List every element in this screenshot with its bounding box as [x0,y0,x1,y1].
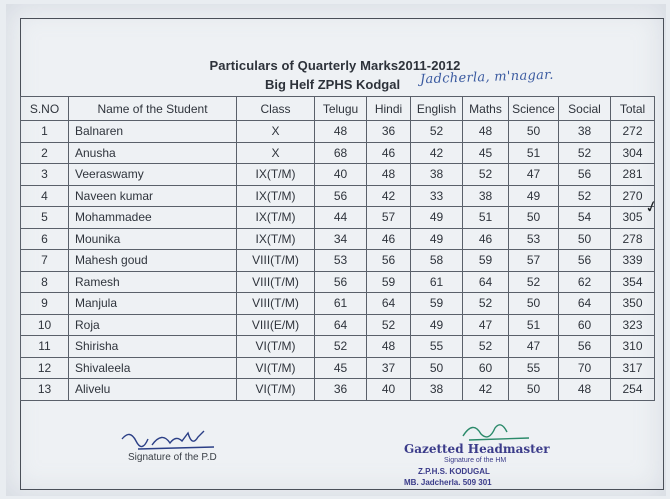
cell-total: 254 [611,379,655,401]
cell-name: Mounika [69,228,237,250]
cell-social: 60 [559,314,611,336]
header-english: English [411,97,463,121]
cell-total: 317 [611,357,655,379]
cell-telugu: 56 [315,271,367,293]
cell-telugu: 64 [315,314,367,336]
table-header-row [21,97,655,121]
table-row [21,336,655,358]
cell-hindi: 40 [367,379,411,401]
header-social: Social [559,97,611,121]
handwritten-location-note: Jadcherla, m'nagar. [419,67,554,88]
cell-class: VI(T/M) [237,336,315,358]
cell-sno: 12 [21,357,69,379]
cell-class: VIII(E/M) [237,314,315,336]
cell-telugu: 44 [315,207,367,229]
cell-sno: 9 [21,293,69,315]
cell-science: 55 [509,357,559,379]
cell-science: 50 [509,293,559,315]
cell-class: X [237,142,315,164]
cell-total: 304 [611,142,655,164]
cell-telugu: 61 [315,293,367,315]
cell-maths: 42 [463,379,509,401]
marks-table [20,96,655,401]
cell-english: 55 [411,336,463,358]
cell-english: 52 [411,121,463,143]
cell-science: 47 [509,336,559,358]
cell-total: 310 [611,336,655,358]
cell-telugu: 45 [315,357,367,379]
cell-name: Roja [69,314,237,336]
cell-sno: 5 [21,207,69,229]
table-row [21,250,655,272]
cell-class: IX(T/M) [237,164,315,186]
cell-science: 57 [509,250,559,272]
cell-total: 305 [611,207,655,229]
cell-class: VI(T/M) [237,379,315,401]
cell-english: 61 [411,271,463,293]
cell-hindi: 64 [367,293,411,315]
cell-total: 278 [611,228,655,250]
cell-class: VIII(T/M) [237,250,315,272]
cell-sno: 3 [21,164,69,186]
cell-english: 58 [411,250,463,272]
cell-telugu: 68 [315,142,367,164]
cell-maths: 52 [463,336,509,358]
cell-class: IX(T/M) [237,207,315,229]
cell-total: 339 [611,250,655,272]
cell-class: IX(T/M) [237,228,315,250]
cell-name: Ramesh [69,271,237,293]
cell-social: 38 [559,121,611,143]
cell-maths: 38 [463,185,509,207]
cell-science: 51 [509,142,559,164]
cell-english: 33 [411,185,463,207]
table-row [21,314,655,336]
school-name: Big Helf ZPHS Kodgal [265,77,401,92]
cell-hindi: 59 [367,271,411,293]
cell-social: 50 [559,228,611,250]
table-row [21,185,655,207]
table-row [21,228,655,250]
cell-sno: 1 [21,121,69,143]
cell-science: 50 [509,379,559,401]
cell-hindi: 48 [367,336,411,358]
cell-sno: 6 [21,228,69,250]
cell-sno: 2 [21,142,69,164]
pd-signature-scribble-icon [118,425,228,455]
cell-sno: 4 [21,185,69,207]
document-title: Particulars of Quarterly Marks2011-2012 [209,58,461,73]
cell-social: 62 [559,271,611,293]
table-row [21,164,655,186]
cell-social: 52 [559,142,611,164]
cell-hindi: 36 [367,121,411,143]
cell-english: 38 [411,164,463,186]
cell-science: 50 [509,121,559,143]
cell-social: 70 [559,357,611,379]
cell-hindi: 56 [367,250,411,272]
cell-maths: 59 [463,250,509,272]
cell-maths: 48 [463,121,509,143]
cell-name: Veeraswamy [69,164,237,186]
cell-name: Mahesh goud [69,250,237,272]
cell-name: Shivaleela [69,357,237,379]
stamp-school: Z.P.H.S. KODUGAL [418,467,490,476]
cell-english: 49 [411,207,463,229]
cell-class: IX(T/M) [237,185,315,207]
cell-social: 56 [559,164,611,186]
cell-sno: 10 [21,314,69,336]
table-row [21,142,655,164]
cell-maths: 46 [463,228,509,250]
cell-social: 56 [559,336,611,358]
cell-maths: 51 [463,207,509,229]
cell-english: 38 [411,379,463,401]
cell-total: 281 [611,164,655,186]
cell-hindi: 46 [367,228,411,250]
cell-name: Anusha [69,142,237,164]
cell-telugu: 56 [315,185,367,207]
cell-name: Manjula [69,293,237,315]
cell-hindi: 37 [367,357,411,379]
cell-science: 52 [509,271,559,293]
cell-class: X [237,121,315,143]
cell-class: VIII(T/M) [237,293,315,315]
cell-telugu: 34 [315,228,367,250]
cell-telugu: 52 [315,336,367,358]
cell-science: 47 [509,164,559,186]
headmaster-stamp [404,444,554,488]
cell-english: 50 [411,357,463,379]
table-row [21,271,655,293]
stamp-address: MB. Jadcherla. 509 301 [404,478,492,487]
cell-science: 51 [509,314,559,336]
cell-sno: 8 [21,271,69,293]
cell-maths: 47 [463,314,509,336]
cell-hindi: 57 [367,207,411,229]
stamp-caption: Signature of the HM [444,457,507,464]
cell-hindi: 46 [367,142,411,164]
header-total: Total [611,97,655,121]
cell-science: 50 [509,207,559,229]
cell-english: 49 [411,228,463,250]
cell-telugu: 48 [315,121,367,143]
cell-social: 54 [559,207,611,229]
cell-science: 49 [509,185,559,207]
cell-class: VI(T/M) [237,357,315,379]
cell-class: VIII(T/M) [237,271,315,293]
header-telugu: Telugu [315,97,367,121]
cell-hindi: 52 [367,314,411,336]
table-row [21,293,655,315]
cell-maths: 52 [463,164,509,186]
cell-telugu: 53 [315,250,367,272]
cell-hindi: 48 [367,164,411,186]
table-row [21,207,655,229]
header-maths: Maths [463,97,509,121]
cell-maths: 60 [463,357,509,379]
header-class: Class [237,97,315,121]
cell-social: 48 [559,379,611,401]
cell-english: 49 [411,314,463,336]
cell-name: Shirisha [69,336,237,358]
cell-english: 42 [411,142,463,164]
cell-total: 350 [611,293,655,315]
cell-telugu: 36 [315,379,367,401]
cell-name: Mohammadee [69,207,237,229]
cell-sno: 13 [21,379,69,401]
table-row [21,379,655,401]
cell-name: Balnaren [69,121,237,143]
header-science: Science [509,97,559,121]
cell-maths: 64 [463,271,509,293]
cell-name: Alivelu [69,379,237,401]
cell-telugu: 40 [315,164,367,186]
cell-total: 272 [611,121,655,143]
header-sno: S.NO [21,97,69,121]
cell-hindi: 42 [367,185,411,207]
cell-english: 59 [411,293,463,315]
cell-sno: 7 [21,250,69,272]
cell-maths: 45 [463,142,509,164]
pd-signature-label: Signature of the P.D [128,452,217,463]
table-row [21,121,655,143]
cell-total: 323 [611,314,655,336]
cell-maths: 52 [463,293,509,315]
cell-social: 64 [559,293,611,315]
cell-science: 53 [509,228,559,250]
table-row [21,357,655,379]
cell-social: 52 [559,185,611,207]
header-name: Name of the Student [69,97,237,121]
stamp-title: Gazetted Headmaster [404,442,550,456]
cell-total: 354 [611,271,655,293]
header-hindi: Hindi [367,97,411,121]
cell-sno: 11 [21,336,69,358]
cell-total: 270 [611,185,655,207]
cell-social: 56 [559,250,611,272]
checkmark-icon: ✓ [643,197,661,218]
cell-name: Naveen kumar [69,185,237,207]
